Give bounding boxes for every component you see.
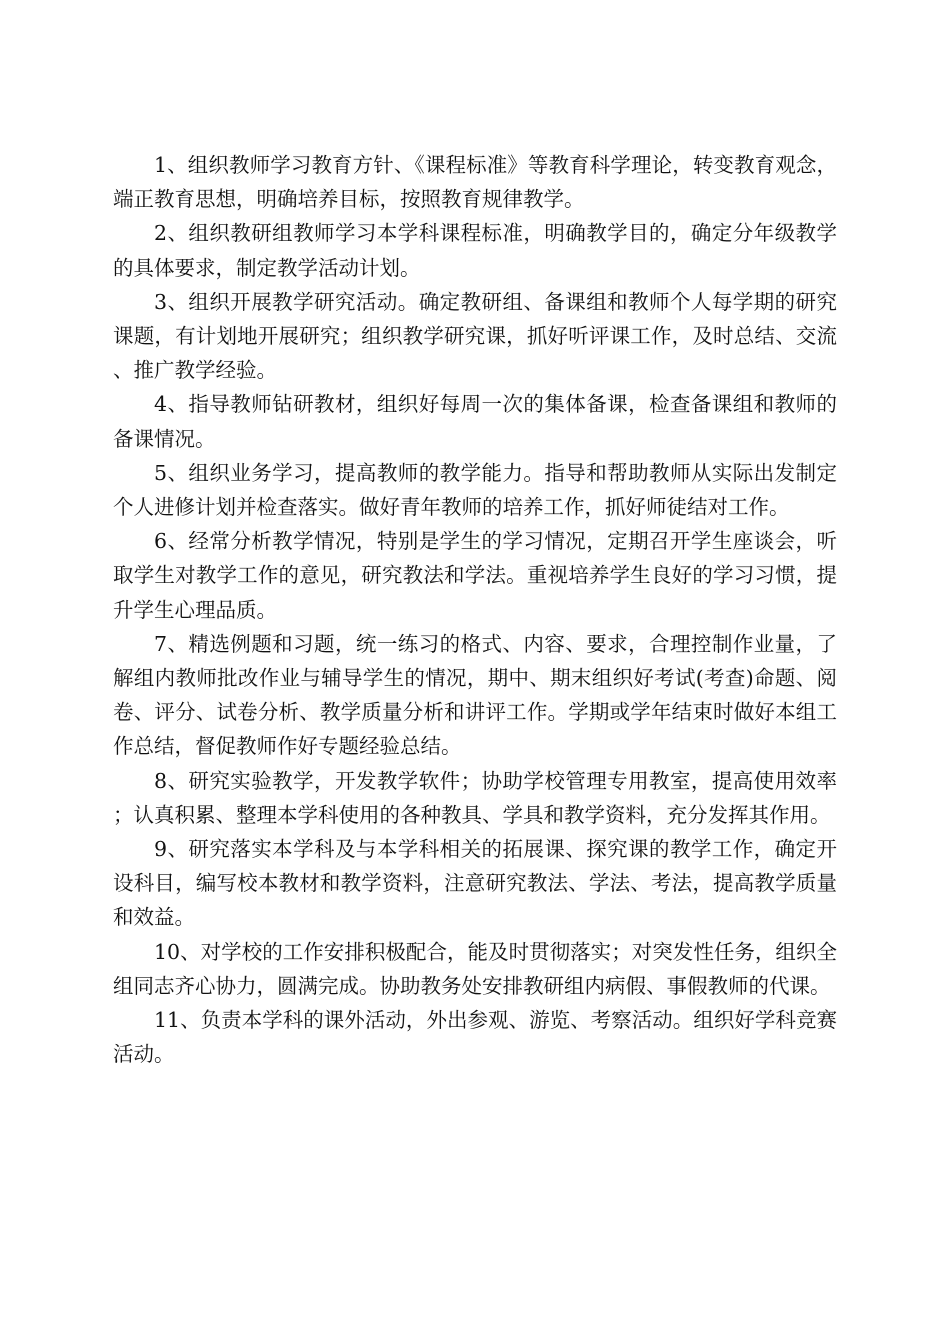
document-body [113,148,837,1071]
paragraph-6: 6、经常分析教学情况，特别是学生的学习情况，定期召开学生座谈会，听取学生对教学工作的意见，研究教法和学法。重视培养学生良好的学习习惯，提升学生心理品质。 [113,529,837,622]
paragraph-9: 9、研究落实本学科及与本学科相关的拓展课、探究课的教学工作，确定开设科目，编写校本教材和教学资料，注意研究教法、学法、考法，提高教学质量和效益。 [113,837,837,930]
paragraph-8: 8、研究实验教学，开发教学软件；协助学校管理专用教室，提高使用效率；认真积累、整理本学科使用的各种教具、学具和教学资料，充分发挥其作用。 [113,768,837,827]
paragraph-10: 10、对学校的工作安排积极配合，能及时贯彻落实；对突发性任务，组织全组同志齐心协力，圆满完成。协助教务处安排教研组内病假、事假教师的代课。 [113,939,837,998]
paragraph-2: 2、组织教研组教师学习本学科课程标准，明确教学目的，确定分年级教学的具体要求，制定教学活动计划。 [113,221,837,280]
paragraph-1: 1、组织教师学习教育方针、《课程标准》等教育科学理论，转变教育观念，端正教育思想，明确培养目标，按照教育规律教学。 [113,153,837,212]
paragraph-3: 3、组织开展教学研究活动。确定教研组、备课组和教师个人每学期的研究课题，有计划地开展研究；组织教学研究课，抓好听评课工作，及时总结、交流、推广教学经验。 [113,289,837,383]
paragraph-11: 11、负责本学科的课外活动，外出参观、游览、考察活动。组织好学科竞赛活动。 [113,1008,837,1067]
paragraph-5: 5、组织业务学习，提高教师的教学能力。指导和帮助教师从实际出发制定个人进修计划并检查落实。做好青年教师的培养工作，抓好师徒结对工作。 [113,460,837,520]
paragraph-7: 7、精选例题和习题，统一练习的格式、内容、要求，合理控制作业量，了解组内教师批改作业与辅导学生的情况，期中、期末组织好考试(考查)命题、阅卷、评分、试卷分析、教学质量分析和讲评工作。学期或学年结束时做好本组工作总结，督促教师作好专题经验总结。 [113,631,837,759]
paragraph-4: 4、指导教师钻研教材，组织好每周一次的集体备课，检查备课组和教师的备课情况。 [113,392,837,451]
